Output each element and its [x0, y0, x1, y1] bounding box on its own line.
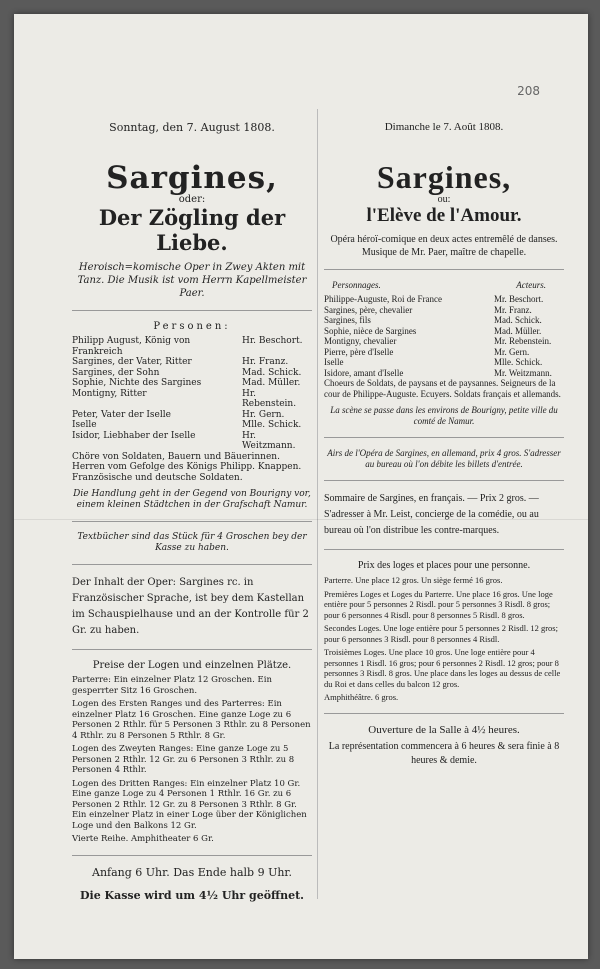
cast-actor: Mlle. Schick.	[494, 357, 543, 367]
cast-row	[72, 410, 312, 421]
cast-role: Peter, Vater der Iselle	[72, 409, 171, 420]
divider-rule	[324, 480, 564, 481]
cast-actor: Hr. Weitzmann.	[242, 430, 296, 451]
cast-role: Isidore, amant d'Iselle	[324, 367, 404, 378]
cast-role: Sophie, Nichte des Sargines	[72, 378, 202, 388]
cast-actor: Hr. Gern.	[242, 409, 285, 420]
cast-actor: Hr. Franz.	[242, 357, 289, 367]
french-prices	[324, 575, 564, 703]
price-item: Secondes Loges. Une loge entière pour 5 personnes 2 Risdl. 12 gros; pour 6 personnes 3 Risdl. pour 8 personnes 4 Risdl.	[324, 623, 558, 644]
german-start-time: Anfang 6 Uhr. Das Ende halb 9 Uhr.	[92, 865, 292, 879]
price-item: Logen des Dritten Ranges: Ein einzelner Platz 10 Gr. Eine ganze Loge zu 4 Personen 1 Rthlr. 16 Gr. zu 6 Personen 2 Rthlr. 12 Gr. zu 8 Personen 3 Rthlr. 8 Gr. Ein einzelner Platz in einer Loge über der Königlichen Loge und den Balkons 12 Gr.	[72, 778, 307, 831]
cast-role: Montigny, chevalier	[324, 336, 397, 346]
french-subtitle: l'Elève de l'Amour.	[366, 205, 522, 226]
cast-row	[72, 431, 312, 452]
french-performance-time: La représentation commencera à 6 heures & sera finie à 8 heures & demie.	[328, 740, 560, 766]
german-title: Sargines,	[106, 160, 278, 196]
cast-row	[324, 305, 564, 316]
french-start-time: Ouverture de la Salle à 4½ heures.	[368, 723, 520, 736]
cast-row	[72, 368, 312, 379]
price-item: Troisièmes Loges. Une place 10 gros. Une loge entière pour 4 personnes 1 Risdl. 16 gros; pour 6 personnes 2 Risdl. 12 gros; pour 8 personnes 3 Risdl. 8 gros. Une place dans les loges au dessus de celle du Roi et dans celles du balcon 12 gros.	[324, 647, 561, 689]
french-title: Sargines,	[376, 159, 512, 195]
cast-actor: Mr. Gern.	[494, 346, 530, 357]
playbill-sheet	[14, 14, 588, 959]
french-prices-title: Prix des loges et places pour une personne.	[357, 560, 531, 571]
german-or: oder:	[178, 194, 206, 205]
divider-rule	[324, 437, 564, 438]
cast-role: Sargines, père, chevalier	[324, 304, 413, 315]
french-chorus: Choeurs de Soldats, de paysans et de paysannes. Seigneurs de la cour de Philippe-Auguste. Ecuyers. Soldats français et allemands.	[324, 378, 561, 399]
cast-role: Sargines, der Sohn	[72, 367, 160, 378]
cast-role: Sophie, nièce de Sargines	[324, 325, 417, 336]
cast-row	[324, 347, 564, 358]
cast-role: Montigny, Ritter	[72, 388, 147, 399]
cast-actor: Mr. Rebenstein.	[494, 336, 552, 346]
cast-row	[72, 389, 312, 410]
cast-row	[72, 378, 312, 389]
cast-actor: Mad. Müller.	[242, 378, 301, 388]
price-item: Amphithéâtre. 6 gros.	[324, 692, 399, 702]
price-item: Logen des Zweyten Ranges: Eine ganze Loge zu 5 Personen 2 Rthlr. 12 Gr. zu 6 Personen 3 Rthlr. zu 8 Personen 4 Rthlr.	[72, 744, 295, 775]
column-divider	[317, 109, 318, 899]
german-place: Die Handlung geht in der Gegend von Bourigny vor, einem kleinen Städtchen in der Grafschaft Namur.	[73, 489, 311, 510]
divider-rule	[72, 310, 312, 311]
cast-actor: Mlle. Schick.	[242, 420, 302, 430]
cast-role: Iselle	[324, 357, 344, 367]
price-item: Logen des Ersten Ranges und des Parterres: Ein einzelner Platz 16 Groschen. Eine ganze Loge zu 6 Personen 2 Rthlr. für 5 Personen 3 Rthlr. zu 8 Personen 4 Rthlr. zu 8 Personen 5 Rthlr. 8 Gr.	[72, 699, 311, 741]
cast-role: Philippe-Auguste, Roi de France	[324, 294, 442, 304]
cast-row	[324, 357, 564, 368]
cast-row	[324, 315, 564, 326]
cast-role: Pierre, père d'Iselle	[324, 346, 394, 357]
german-column	[72, 109, 312, 902]
divider-rule	[324, 713, 564, 714]
cast-header-actor: Acteurs.	[516, 280, 546, 290]
french-column	[324, 109, 564, 768]
french-cast-header	[332, 280, 546, 290]
divider-rule	[72, 564, 312, 565]
cast-actor: Mad. Schick.	[494, 315, 542, 325]
cast-role: Philipp August, König von Frankreich	[72, 336, 191, 357]
french-cast-list	[324, 294, 564, 378]
cast-actor: Hr. Beschort.	[242, 336, 303, 346]
cast-role: Isidor, Liebhaber der Iselle	[72, 430, 196, 441]
cast-row	[324, 294, 564, 305]
cast-role: Sargines, der Vater, Ritter	[72, 357, 192, 367]
price-item: Parterre: Ein einzelner Platz 12 Groschen. Ein gesperrter Sitz 16 Groschen.	[72, 675, 272, 696]
cast-row	[72, 336, 312, 357]
german-cast-list	[72, 336, 312, 452]
french-place: La scène se passe dans les environs de Bourigny, petite ville du comté de Namur.	[330, 405, 558, 426]
cast-role: Iselle	[72, 420, 97, 430]
divider-rule	[72, 521, 312, 522]
french-date: Dimanche le 7. Août 1808.	[384, 121, 504, 133]
german-box-office: Die Kasse wird um 4½ Uhr geöffnet.	[79, 888, 304, 902]
cast-row	[324, 326, 564, 337]
cast-role: Sargines, fils	[324, 315, 371, 325]
divider-rule	[324, 549, 564, 550]
price-item: Premières Loges et Loges du Parterre. Une place 16 gros. Une loge entière pour 5 personnes 2 Risdl. pour 5 personnes 3 Risdl. 8 gros; pour 6 personnes 4 Risdl. pour 8 personnes 5 Risdl. 8 gros.	[324, 588, 553, 620]
cast-row	[324, 336, 564, 347]
divider-rule	[72, 855, 312, 856]
french-or: ou:	[437, 194, 451, 205]
german-prices-title: Preise der Logen und einzelnen Plätze.	[92, 660, 292, 671]
cast-actor: Mr. Beschort.	[494, 294, 544, 304]
cast-row	[72, 420, 312, 431]
german-subtitle: Der Zögling der Liebe.	[98, 205, 286, 255]
divider-rule	[72, 649, 312, 650]
cast-actor: Mr. Franz.	[494, 304, 532, 315]
cast-actor: Mad. Schick.	[242, 367, 302, 378]
french-libretto-note: Airs de l'Opéra de Sargines, en allemand, prix 4 gros. S'adresser au bureau où l'on débite les billets d'entrée.	[327, 448, 561, 469]
french-description: Opéra héroï-comique en deux actes entremêlé de danses. Musique de Mr. Paer, maître de chapelle.	[330, 234, 558, 258]
cast-row	[324, 368, 564, 379]
archive-number: 208	[517, 84, 540, 98]
cast-actor: Mr. Weitzmann.	[494, 367, 552, 378]
cast-header-role: Personnages.	[332, 280, 381, 290]
german-libretto-note: Textbücher sind das Stück für 4 Groschen bey der Kasse zu haben.	[77, 532, 307, 553]
german-chorus: Chöre von Soldaten, Bauern und Bäuerinnen. Herren vom Gefolge des Königs Philipp. Knappen. Französische und deutsche Soldaten.	[72, 451, 302, 483]
french-summary: Sommaire de Sargines, en français. — Prix 2 gros. — S'adresser à Mr. Leist, concierge de la comédie, ou au bureau où l'on distribue les contre-marques.	[324, 493, 539, 536]
german-prices	[72, 675, 312, 845]
price-item: Vierte Reihe. Amphitheater 6 Gr.	[72, 834, 214, 844]
german-summary: Der Inhalt der Oper: Sargines rc. in Französischer Sprache, ist bey dem Kastellan im Schauspielhause und an der Kontrolle für 2 Gr. zu haben.	[72, 577, 309, 636]
german-description: Heroisch=komische Oper in Zwey Akten mit Tanz. Die Musik ist vom Herrn Kapellmeister Paer.	[77, 262, 307, 299]
cast-actor: Hr. Rebenstein.	[242, 388, 297, 409]
cast-actor: Mad. Müller.	[494, 325, 542, 336]
german-date: Sonntag, den 7. August 1808.	[109, 121, 275, 134]
price-item: Parterre. Une place 12 gros. Un siège fermé 16 gros.	[324, 575, 503, 585]
divider-rule	[324, 269, 564, 270]
cast-row	[72, 357, 312, 368]
german-cast-title: Personen:	[153, 321, 231, 332]
